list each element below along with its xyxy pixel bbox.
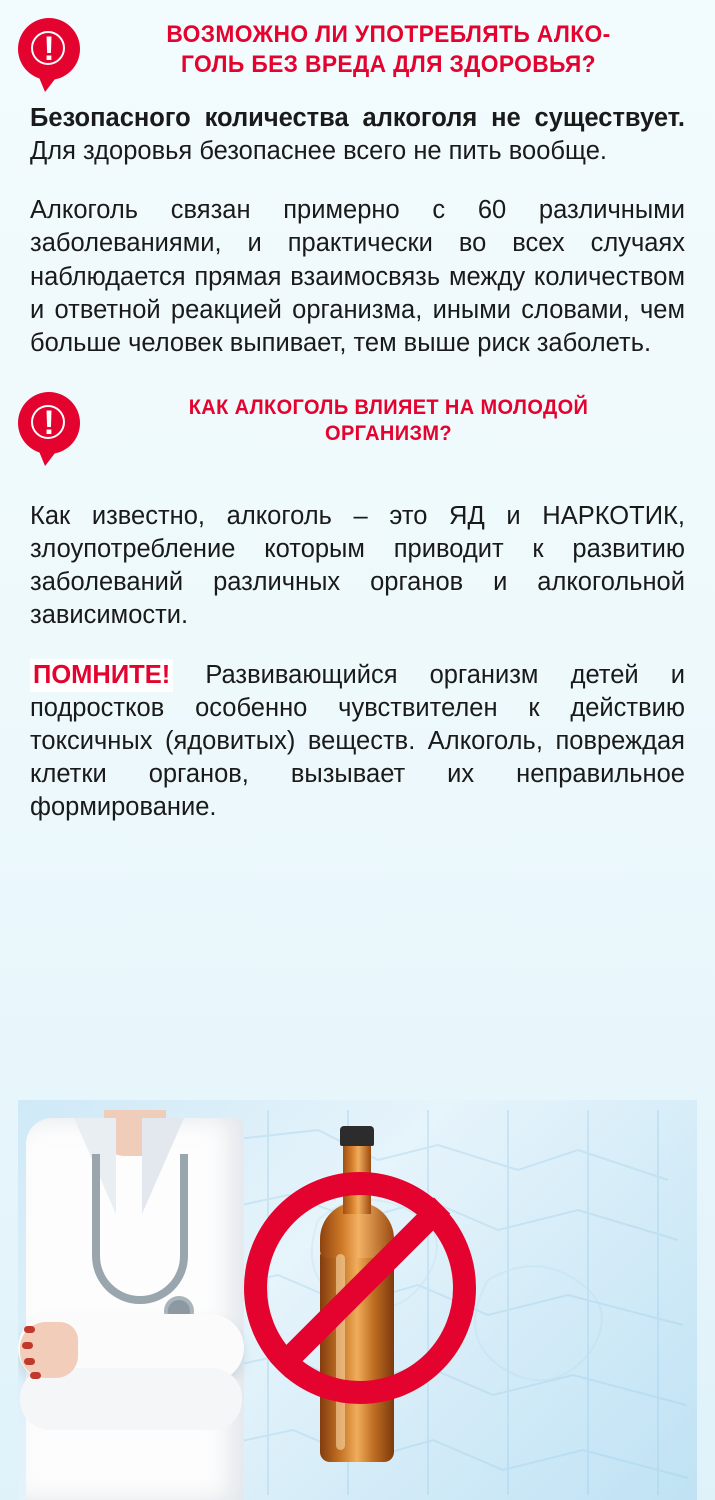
bottle-cap <box>340 1126 374 1146</box>
paragraph-1 <box>30 102 685 168</box>
section-heading-2 <box>0 390 715 454</box>
illustration-photo <box>18 1100 697 1500</box>
section-heading-1 <box>0 0 715 80</box>
exclamation-badge-icon <box>18 392 80 454</box>
remember-highlight: ПОМНИТЕ! <box>30 659 173 692</box>
badge-exclamation-glyph: ! <box>43 30 55 68</box>
paragraph-3 <box>30 500 685 633</box>
paragraph-2-rest: Алкоголь связан примерно с 60 различными заболеваниями, и практически во всех случаях наблюдается прямая взаимосвязь между количеством и ответной реакцией организма, иными словами, чем больше человек выпивает, тем выше риск заболеть. <box>30 196 685 357</box>
stethoscope-icon <box>92 1154 188 1304</box>
paragraph-3-rest: Как известно, алкоголь – это ЯД и НАРКОТИК, злоупотребление которым приводит к развитию заболеваний различных органов и алкогольной зависимости. <box>30 501 685 630</box>
paragraph-4-rest: Развивающийся организм детей и подростков особенно чувствителен к действию токсичных (ядовитых) веществ. Алкоголь, повреждая клетки органов, вызывает их неправильное формирование. <box>30 660 685 822</box>
doctor-nail <box>24 1326 35 1333</box>
doctor-nail <box>24 1358 35 1365</box>
doctor-nail <box>30 1372 41 1379</box>
doctor-nail <box>22 1342 33 1349</box>
paragraph-1-lead: Безопасного количества алкоголя не существует. <box>30 104 685 132</box>
section-2-body <box>0 500 715 824</box>
section-heading-1-line-1: ВОЗМОЖНО ЛИ УПОТРЕБЛЯТЬ АЛКО- <box>166 21 611 48</box>
paragraph-2 <box>30 194 685 360</box>
paragraph-1-rest: Для здоровья безопаснее всего не пить вообще. <box>30 137 607 166</box>
section-heading-1-line-2: ГОЛЬ БЕЗ ВРЕДА ДЛЯ ЗДОРОВЬЯ? <box>181 50 596 78</box>
section-heading-2-text <box>102 390 676 446</box>
badge-exclamation-glyph: ! <box>43 403 55 442</box>
section-heading-2-line-2: ОРГАНИЗМ? <box>325 421 452 446</box>
paragraph-4 <box>30 659 685 825</box>
exclamation-badge-icon <box>18 18 80 80</box>
section-heading-2-line-1: КАК АЛКОГОЛЬ ВЛИЯЕТ НА МОЛОДОЙ <box>188 394 589 419</box>
section-heading-1-text <box>102 16 676 80</box>
section-1-body <box>0 102 715 360</box>
